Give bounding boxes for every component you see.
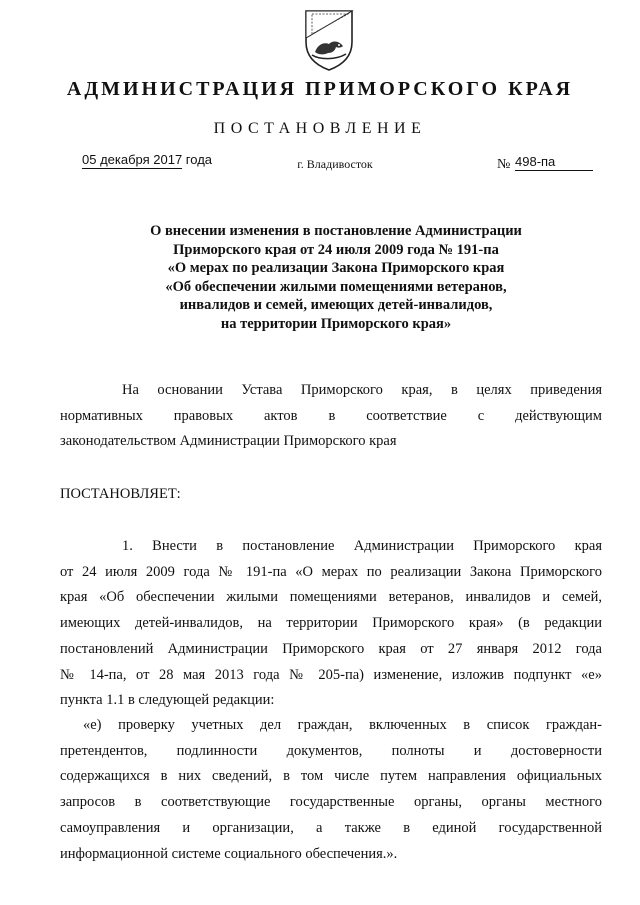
text-line: нормативных правовых актов в соответствие с действующим [60,407,602,424]
subject-line: «О мерах по реализации Закона Приморского края [167,260,505,276]
organization-title: АДМИНИСТРАЦИЯ ПРИМОРСКОГО КРАЯ [66,78,574,100]
text-line: имеющих детей-инвалидов, на территории Приморского края» (в редакции [60,615,602,632]
text-line: № 14-па, от 28 мая 2013 года № 205-па) изменение, изложив подпункт «е» [60,666,602,683]
text-line: претендентов, подлинности документов, полноты и достоверности [60,742,602,759]
document-city: г. Владивосток [297,157,373,171]
text-line: от 24 июля 2009 года № 191-па «О мерах по реализации Закона Приморского [60,563,602,580]
subpoint-e-paragraph [60,713,602,867]
text-line: 1. Внести в постановление Администрации Приморского края [122,538,602,554]
document-subject [100,222,572,333]
document-number-label: № [497,157,511,172]
text-line: пункта 1.1 в следующей редакции: [60,692,275,709]
decree-word: ПОСТАНОВЛЯЕТ: [60,486,181,502]
item-1-paragraph [60,534,602,714]
text-line: На основании Устава Приморского края, в целях приведения [122,382,602,398]
subject-line: «Об обеспечении жилыми помещениями ветеранов, [165,278,507,295]
primorye-coat-of-arms-icon [302,8,356,72]
preamble-paragraph [60,378,602,455]
text-line: запросов в соответствующие государственные органы, органы местного [60,794,602,811]
subject-line: инвалидов и семей, имеющих детей-инвалидов, [179,297,493,313]
text-line: законодательством Администрации Приморского края [60,433,397,450]
text-line: самоуправления и организации, а также в единой государственной [60,819,602,836]
text-line: информационной системе социального обеспечения.». [60,845,398,862]
document-number: 498-па [515,154,593,171]
text-line: содержащихся в них сведений, в том числе путем направления официальных [60,768,602,785]
document-date: 05 декабря 2017 года [82,152,213,167]
text-line: «е) проверку учетных дел граждан, включенных в список граждан- [83,717,602,733]
subject-line: на территории Приморского края» [220,315,452,332]
subject-line: Приморского края от 24 июля 2009 года № 191-па [173,241,499,258]
text-line: постановлений Администрации Приморского края от 27 января 2012 года [60,640,602,657]
text-line: края «Об обеспечении жилыми помещениями ветеранов, инвалидов и семей, [60,589,602,606]
document-type: ПОСТАНОВЛЕНИЕ [213,120,427,137]
subject-line: О внесении изменения в постановление Администрации [150,223,522,239]
